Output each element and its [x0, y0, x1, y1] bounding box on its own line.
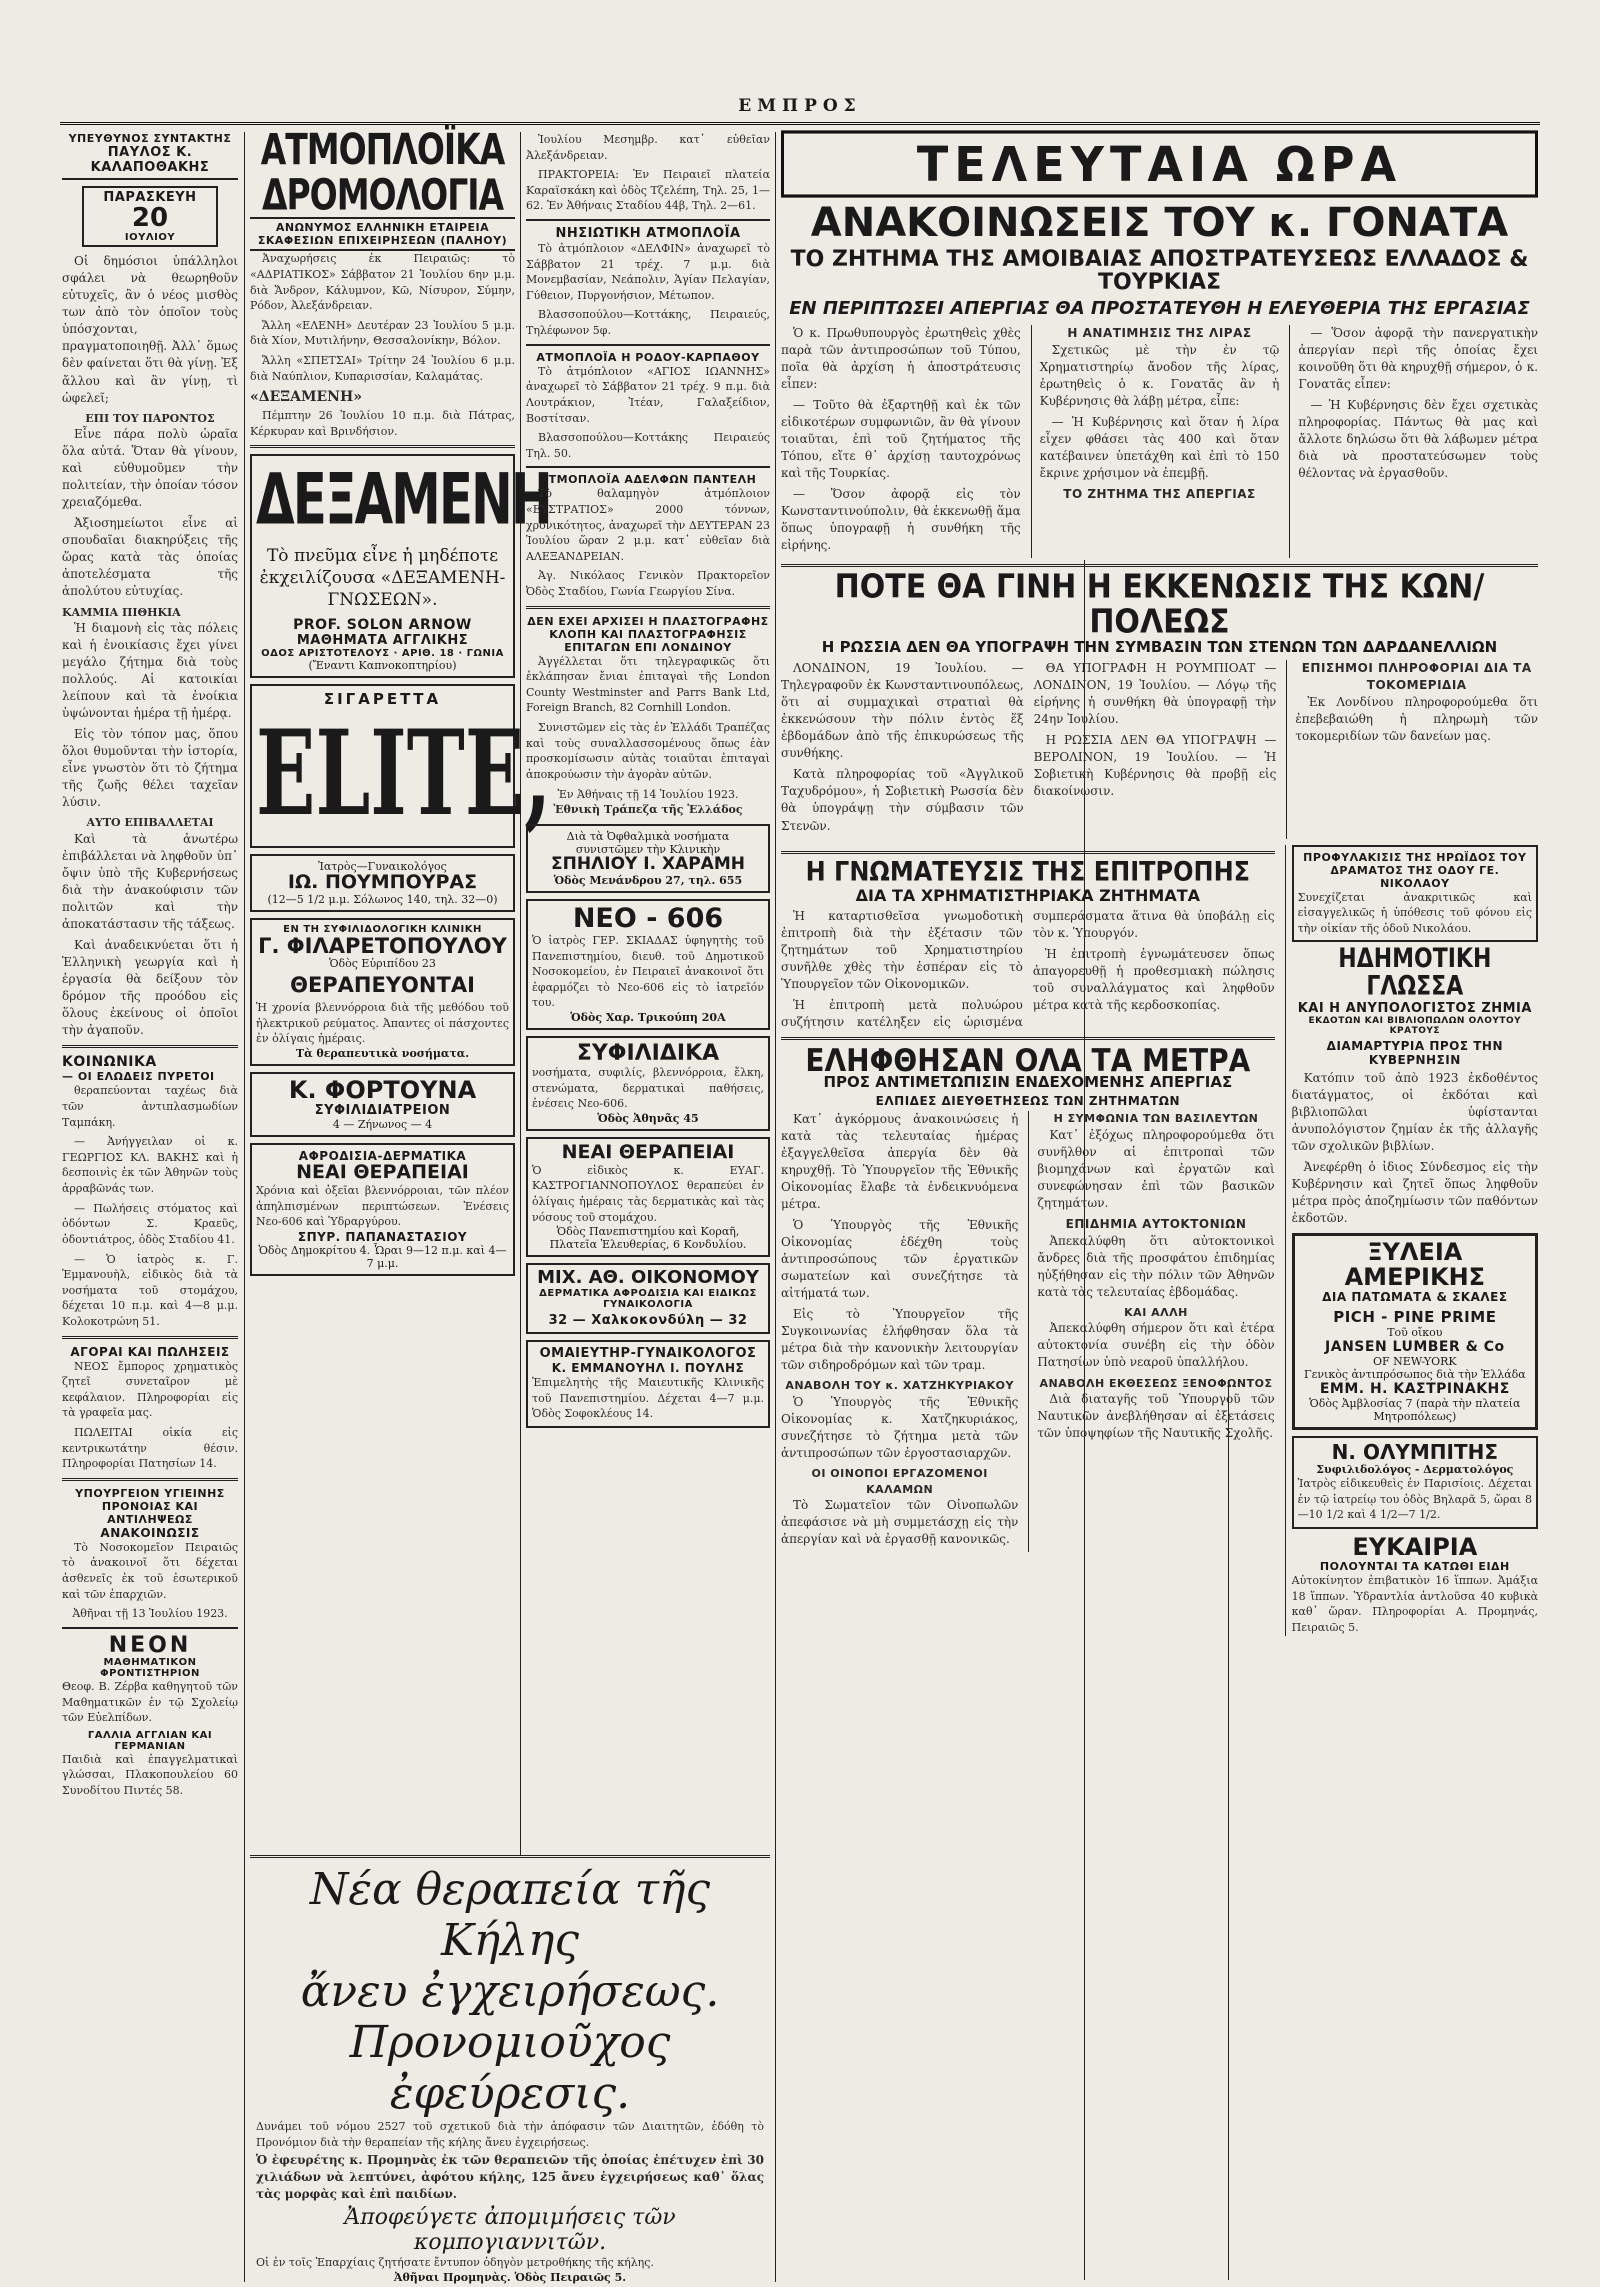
paragraph: Οἱ δημόσιοι ὑπάλληλοι σφάλει νὰ θεωρηθοῦν εὐτυχεῖς, ἂν ὁ νέος μισθὸς των ἀπὸ τὸν ὁποῖον τοὺς ὑπόσχονται, πραγματοποιηθῇ. Ἀλλ᾽ ὅμως δὲν φαίνεται ὅτι θὰ γίνῃ. Ἐξ ἄλλου καὶ ἂν γίνῃ, τὶ ὠφελεῖ; [62, 254, 238, 405]
editor-label: ΥΠΕΥΘΥΝΟΣ ΣΥΝΤΑΚΤΗΣ [68, 132, 232, 145]
ad-heading: ΟΜΑΙΕΥΤΗΡ-ΓΥΝΑΙΚΟΛΟΓΟΣ [539, 1346, 757, 1362]
headline: ΕΛΗΦΘΗΣΑΝ ΟΛΑ ΤΑ ΜΕΤΡΑ [805, 1042, 1251, 1079]
paragraph: Συνιστῶμεν εἰς τὰς ἐν Ἑλλάδι Τραπέζας καὶ τοὺς συναλλασσομένους ὅπως ἐὰν προσκομίσωσιν αὐτὰς τοιαῦται ἐπιταγαὶ ἀποκρούωσιν τὴν ἀγορὰν αὐτῶν. [526, 721, 770, 781]
ad-warning: Ἀποφεύγετε ἀπομιμήσεις τῶν κομπογιαννιτῶν. [344, 2205, 676, 2256]
paragraph: Διὰ διαταγῆς τοῦ Ὑπουργοῦ τῶν Ναυτικῶν ἀνεβλήθησαν αἱ ἐξετάσεις τῶν ὑποψηφίων τῆς Ναυτικῆς Σχολῆς. [1037, 1392, 1275, 1441]
ad-label: Τοῦ οἴκου [1387, 1326, 1443, 1340]
company-heading: ΑΝΩΝΥΜΟΣ ΕΛΛΗΝΙΚΗ ΕΤΑΙΡΕΙΑ ΣΚΑΦΕΣΙΩΝ ΕΠΙΧΕΙΡΗΣΕΩΝ (ΠΑΛΗΟΥ) [250, 217, 515, 251]
lower-news [781, 845, 1538, 1636]
article-column [1028, 1111, 1274, 1553]
notice-date: Ἐν Ἀθήναις τῇ 14 Ἰουλίου 1923. [557, 787, 739, 801]
divider [62, 1045, 238, 1048]
strike-article [781, 1111, 1275, 1553]
gonata-article [781, 325, 1538, 558]
article-heading: ΕΠΙΣΗΜΟΙ ΠΛΗΡΟΦΟΡΙΑΙ ΔΙΑ ΤΑ ΤΟΚΟΜΕΡΙΔΙΑ [1301, 661, 1532, 693]
ad-heading: ΝΕΑΙ ΘΕΡΑΠΕΙΑΙ [296, 1160, 469, 1183]
section-heading: ΑΤΜΟΠΛΟΪΑ Η ΡΟΔΟΥ-ΚΑΡΠΑΘΟΥ [536, 350, 760, 364]
left-column [62, 132, 238, 1799]
date-month: ΙΟΥΛΙΟΥ [124, 232, 176, 244]
paragraph: Ἡ ἐπιτροπὴ μετὰ πολυώρου συζήτησιν κατέληξεν εἰς ὡρισμένα συμπεράσματα ἅτινα θὰ ὑποβάλῃ εἰς τὸν κ. Ὑπουργόν. [781, 908, 1275, 1029]
paragraph: — Ἡ Κυβέρνησις καὶ ὅταν ἡ λίρα εἶχεν φθάσει τὰς 400 καὶ ὅταν κατέβαινεν ὑπετάχθη καὶ ἐπὶ τὸ 150 ἔκρινε χρήσιμον νὰ ἐπεμβῇ. [1039, 415, 1280, 481]
cigarette-ad [250, 684, 552, 848]
gynecologist-ad [526, 1340, 770, 1428]
ad-heading: ΓΑΛΛΙΑ ΑΓΓΛΙΑΝ ΚΑΙ ΓΕΡΜΑΝΙΑΝ [87, 1729, 213, 1752]
paragraph: Βλασσοπούλου—Κοττάκης, Πειραιεύς, Τηλέφωνον 5φ. [526, 308, 770, 338]
ad-text: Ἡ χρονία βλεννόρροια διὰ τῆς μεθόδου τοῦ ἠλεκτρικοῦ ρεύματος. Ἀπαντες οἱ πάσχοντες ἐν ὀλίγαις ἡμέραις. [256, 1000, 509, 1046]
paragraph: Ἡ ἐπιτροπὴ ἐγνωμάτευσεν ὅπως ἀπαγορευθῇ ἡ προθεσμιακὴ πώλησις τοῦ συναλλάγματος καὶ ληφθοῦν μέτρα κατὰ τῆς κερδοσκοπίας. [1032, 946, 1275, 1012]
divider [250, 445, 515, 448]
headline: ΑΝΑΚΟΙΝΩΣΕΙΣ ΤΟΥ κ. ΓΟΝΑΤΑ [810, 200, 1509, 246]
eye-clinic-ad [526, 824, 770, 893]
ad-subheading: ΔΕΡΜΑΤΙΚΑ ΑΦΡΟΔΙΣΙΑ ΚΑΙ ΕΙΔΙΚΩΣ ΓΥΝΑΙΚΟΛΟΓΙΑ [539, 1288, 757, 1311]
paragraph: θεραπεύονται ταχέως διὰ τῶν ἀντιπλασμωδίων Ταμπάκη. [62, 1084, 238, 1129]
ad-text: Δυνάμει τοῦ νόμου 2527 τοῦ σχετικοῦ διὰ τὴν ἀπόφασιν τῶν Διαιτητῶν, ἐδόθη τὸ Προνόμιον διὰ τὴν θεραπείαν τῆς κήλης ἄνευ ἐγχειρήσεως. [256, 2120, 764, 2149]
schedule-text [526, 364, 770, 462]
shipping-column-2 [526, 132, 770, 1434]
bank-notice [526, 654, 770, 818]
article-heading: ΑΥΤΟ ΕΠΙΒΑΛΛΕΤΑΙ [86, 816, 214, 830]
article-heading: ΟΙ ΟΙΝΟΠΟΙ ΕΡΓΑΖΟΜΕΝΟΙ ΚΑΛΑΜΩΝ [811, 1467, 988, 1496]
ministry-heading: ΥΠΟΥΡΓΕΙΟΝ ΥΓΙΕΙΝΗΣ ΠΡΟΝΟΙΑΣ ΚΑΙ ΑΝΤΙΛΗΨΕΩΣ [75, 1486, 225, 1526]
paragraph: Τὸ θαλαμηγὸν ἀτμόπλοιον «ΕΥΣΤΡΑΤΙΟΣ» 2000 τόννων, χρονικότητος, ἀναχωρεῖ τὴν ΔΕΥΤΕΡΑΝ 23 Ἰουλίου ὥραν 2 μ.μ. κατ᾽ εὐθεῖαν διὰ ΑΛΕΞΑΝΔΡΕΙΑΝ. [526, 487, 770, 563]
article-heading: ΑΝΑΒΟΛΗ ΤΟΥ κ. ΧΑΤΖΗΚΥΡΙΑΚΟΥ [785, 1379, 1014, 1393]
ad-subheading: Συφιλιδολόγος - Δερματολόγος [1316, 1463, 1514, 1477]
ad-label: Διὰ τὰ Ὀφθαλμικὰ νοσήματα συνιστῶμεν τὴν Κλινικὴν [566, 829, 730, 856]
date-number: 20 [131, 203, 169, 233]
social-news [62, 1083, 238, 1329]
divider [781, 851, 1275, 854]
ad-subheading: ΔΙΑ ΠΑΤΩΜΑΤΑ & ΣΚΑΛΕΣ [1322, 1290, 1508, 1305]
paragraph: Ἰουλίου Μεσημβρ. κατ᾽ εὐθεῖαν Ἀλεξάνδρειαν. [526, 133, 770, 162]
paragraph: Ἀγ. Νικόλαος Γενικὸν Πρακτορεῖον Ὀδὸς Σταδίου, Γωνία Γεωργίου Σίνα. [526, 569, 770, 599]
ad-subheading: Ἰατρὸς—Γυναικολόγος [318, 859, 447, 873]
paragraph: Κατὰ πληροφορίας τοῦ «Ἀγγλικοῦ Ταχυδρόμου», ἡ Σοβιετικὴ Ρωσσία δὲν θὰ ὑπογράψῃ τὴν σύμβασιν τῶν Στενῶν. [781, 767, 1024, 833]
olympitis-ad [1292, 1436, 1538, 1529]
ad-address: (Ἔναντι Καπνοκοπτηρίου) [308, 659, 457, 673]
ad-heading: ΜΙΧ. ΑΘ. ΟΙΚΟΝΟΜΟΥ [537, 1267, 759, 1289]
paragraph: Ἄλλη «ΣΠΕΤΣΑΙ» Τρίτην 24 Ἰουλίου 6 μ.μ. διὰ Ναύπλιον, Κυπαρισσίαν, Καλαμάτας. [250, 353, 515, 383]
headline: ΠΟΤΕ ΘΑ ΓΙΝΗ Η ΕΚΚΕΝΩΣΙΣ ΤΗΣ ΚΩΝ/ΠΟΛΕΩΣ [834, 568, 1485, 642]
schedule-text [526, 241, 770, 339]
ad-heading: ΕΥΚΑΙΡΙΑ [1352, 1533, 1478, 1562]
headline-sub: ΔΙΑ ΤΑ ΧΡΗΜΑΤΙΣΤΗΡΙΑΚΑ ΖΗΤΗΜΑΤΑ [855, 885, 1200, 905]
ad-text: Ὁ ἐφευρέτης κ. Προμηνὰς ἐκ τῶν θεραπειῶν τῆς ὁποίας ἐπέτυχεν ἐπὶ 30 χιλιάδων νὰ λεπτύνει, ἀφότου κήλης, 125 ἄνευ ἐγχειρήσεως καθ᾽ ὅλας τὰς μορφὰς καὶ ἐπὶ παιδίων. [256, 2153, 764, 2202]
article-heading: ΕΠΙ ΤΟΥ ΠΑΡΟΝΤΟΣ [85, 411, 215, 425]
ad-heading: ΣΥΦΙΛΙΔΙΚΑ [576, 1040, 720, 1066]
shipping-title: ΑΤΜΟΠΛΟΪΚΑ ΔΡΟΜΟΛΟΓΙΑ [260, 123, 505, 220]
article-heading: ΠΡΟΦΥΛΑΚΙΣΙΣ ΤΗΣ ΗΡΩΪΔΟΣ ΤΟΥ ΔΡΑΜΑΤΟΣ ΤΗΣ ΟΔΟΥ ΓΕ. ΝΙΚΟΛΑΟΥ [1303, 850, 1527, 890]
ad-heading: ΝΕΟ - 606 [572, 902, 724, 934]
paragraph: ΝΕΟΣ ἔμπορος χρηματικὸς ζητεῖ συνεταῖρον μὲ κεφάλαιον. Πληροφορίαι εἰς τὰ γραφεῖα μας. [62, 1359, 238, 1420]
paragraph: — Ὅσον ἀφορᾷ τὴν πανεργατικὴν ἀπεργίαν περὶ τῆς ὁποίας ἔχει κοινοῦθη ὅτι θὰ κηρυχθῇ σήμερον, ὁ κ. Γονατᾶς εἶπεν: [1298, 326, 1539, 392]
ad-address: ΟΔΟΣ ΑΡΙΣΤΟΤΕΛΟΥΣ · ΑΡΙΘ. 18 · ΓΩΝΙΑ [261, 648, 504, 660]
ad-text: Τὰ θεραπευτικὰ νοσήματα. [295, 1046, 470, 1060]
ad-heading: ΣΠΗΛΙΟΥ Ι. ΧΑΡΑΜΗ [551, 853, 745, 874]
article-body [781, 908, 1275, 1031]
paragraph: — Τοῦτο θὰ ἐξαρτηθῇ καὶ ἐκ τῶν εἰδικοτέρων συμφωνιῶν, ἂν θὰ γίνουν τοιαῦται, ἐπὶ τοῦ ζητήματος τῆς Τόπου, εἴτε θ᾽ ἀρχίσῃ ταυτοχρόνως καὶ τῆς Τουρκίας. [781, 398, 1021, 481]
ad-headline: ἄνευ ἐγχειρήσεως. [300, 1966, 720, 2017]
shipping-column [250, 123, 552, 1282]
paragraph: Ἐκ Λονδίνου πληροφορούμεθα ὅτι ἐπεβεβαιώθη ἡ πληρωμὴ τῶν τοκομεριδίων τῶν δανείων μας. [1295, 695, 1539, 744]
ad-brand: ΣΠΥΡ. ΠΑΠΑΝΑΣΤΑΣΙΟΥ [297, 1229, 468, 1244]
ministry-notice [62, 1540, 238, 1622]
committee-section [781, 845, 1275, 1636]
paragraph: Ἀνεφέρθη ὁ ἰδιος Σύνδεσμος εἰς τὴν Κυβέρνησιν καὶ ζητεῖ ὅπως ληφθοῦν μέτρα πρὸς ἀποζημίωσιν τῶν παθόντων ἐκδοτῶν. [1291, 1159, 1538, 1225]
paragraph: ΠΩΛΕΙΤΑΙ οἰκία εἰς κεντρικωτάτην θέσιν. Πληροφορίαι Πατησίων 14. [62, 1426, 238, 1471]
ad-label: Γενικὸς ἀντιπρόσωπος διὰ τὴν Ἑλλάδα [1303, 1368, 1526, 1382]
paragraph: Ἀγγέλλεται ὅτι τηλεγραφικῶς ὅτι ἐκλάπησαν ἔνιαι ἐπιταγαὶ τῆς London County Westminster and Parrs Bank Ltd, Foreign Branch, 82 Cornhill London. [526, 654, 770, 715]
schedule-text [526, 486, 770, 599]
column-rule [775, 132, 776, 2282]
article-heading: ΕΠΙΔΗΜΙΑ ΑΥΤΟΚΤΟΝΙΩΝ [1065, 1216, 1247, 1231]
ad-big-text: ΘΕΡΑΠΕΥΟΝΤΑΙ [290, 972, 475, 997]
paragraph: Κατόπιν τοῦ ἀπὸ 1923 ἐκδοθέντος διατάγματος, οἱ ἐκδόται καὶ βιβλιοπῶλαι ὑφίστανται ἀνυπολόγιστον ζημίαν ἐκ τῆς ἀλλαγῆς τῶν σχολικῶν βιβλίων. [1291, 1070, 1538, 1153]
bank-heading: ΔΕΝ ΕΧΕΙ ΑΡΧΙΣΕΙ Η ΠΛΑΣΤΟΓΡΑΦΗΣ ΚΛΟΠΗ ΚΑΙ ΠΛΑΣΤΟΓΡΑΦΗΣΙΣ ΕΠΙΤΑΓΩΝ ΕΠΙ ΛΟΝΔΙΝΟΥ [527, 614, 769, 654]
headline-sub: ΕΚΔΟΤΩΝ ΚΑΙ ΒΙΒΛΙΟΠΩΛΩΝ ΟΛΟΥΤΟΥ ΚΡΑΤΟΥΣ [1308, 1015, 1522, 1036]
article-column [1289, 325, 1538, 558]
paragraph: Τὸ ἀτμόπλοιον «ΔΕΛΦΙΝ» ἀναχωρεῖ τὸ Σάββατον 21 τρέχ. 7 μ.μ. διὰ Μονεμβασίαν, Νεάπολιν, Ἁγίαν Πελαγίαν, Γύθειον, Πυργονήσιον, Μέτωπον. [526, 242, 770, 302]
ad-heading: Κ. ΦΟΡΤΟΥΝΑ [288, 1075, 477, 1104]
divider [781, 1037, 1275, 1040]
article-heading: ΑΝΑΒΟΛΗ ΕΚΘΕΣΕΩΣ ΞΕΝΟΦΩΝΤΟΣ [1039, 1376, 1273, 1390]
headline-sub: ΔΙΑΜΑΡΤΥΡΙΑ ΠΡΟΣ ΤΗΝ ΚΥΒΕΡΝΗΣΙΝ [1326, 1038, 1504, 1067]
ad-text: Οἱ ἐν τοῖς Ἐπαρχίαις ζητήσατε ἔντυπον ὁδηγὸν μετροθήκης τῆς κήλης. [256, 2256, 654, 2270]
paragraph: Σχετικῶς μὲ τὴν ἐν τῷ Χρηματιστηρίῳ ἄνοδον τῆς λίρας, ἐρωτηθεὶς ὁ κ. Γονατᾶς ἂν ἡ Κυβέρνησις θὰ λάβῃ μέτρα, εἶπε: [1039, 343, 1280, 409]
syfilidika-ad [526, 1036, 770, 1131]
ad-text: νοσήματα, συφιλίς, βλεννόρροια, ἔλκη, στενώματα, δερματικαὶ παθήσεις, ἐνέσεις Νεο-606. [532, 1066, 764, 1111]
right-side-column [1285, 845, 1538, 1636]
article-text [62, 253, 238, 1039]
ad-name: Κ. ΕΜΜΑΝΟΥΗΛ Ι. ΠΟΥΛΗΣ [551, 1361, 745, 1376]
ad-subheading: ΑΦΡΟΔΙΣΙΑ-ΔΕΡΜΑΤΙΚΑ [298, 1148, 467, 1163]
paragraph: Κατ᾽ ἀγκόρμους ἀνακοινώσεις ἡ κατὰ τὰς τελευταίας ἡμέρας ἐξαγγελθεῖσα ἀπεργία δὲν θὰ κηρυχθῇ. Τὸ Ὑπουργεῖον τῆς Ἐθνικῆς Οἰκονομίας ἔλαβε τὰ ἐνδεικνυόμενα μέτρα. [781, 1111, 1019, 1212]
ad-brand: JANSEN LUMBER & Co [1325, 1339, 1505, 1356]
paragraph: Ἀπεκαλύφθη σήμερον ὅτι καὶ ἑτέρα αὐτοκτονία συνέβη εἰς τὴν ὁδὸν Πατησίων ὑπὸ νεαροῦ ὑπαλλήλου. [1037, 1321, 1275, 1370]
headline: Η ΓΝΩΜΑΤΕΥΣΙΣ ΤΗΣ ΕΠΙΤΡΟΠΗΣ [805, 856, 1251, 887]
oikonomou-ad [526, 1263, 770, 1334]
paragraph: Βλασσοπούλου—Κοττάκης Πειραιεύς Τηλ. 50. [526, 431, 770, 460]
paragraph: Ὁ Ὑπουργὸς τῆς Ἐθνικῆς Οἰκονομίας κ. Χατζηκυριάκος, συνεζήτησε τὸ ζήτημα μετὰ τῶν ἀντιπροσώπων τῶν ἐργοστασιαρχῶν. [781, 1394, 1019, 1461]
date-day: ΠΑΡΑΣΚΕΥΗ [103, 190, 197, 205]
paragraph: Ἡ διαμονὴ εἰς τὰς πόλεις καὶ ἡ ἐνοικίασις ἔχει γίνει μεγάλο ζήτημα διὰ τοὺς πολλούς. Αἱ κατοικίαι λείπουν καὶ τὰ ἐνοίκια ὑψώνονται ἡμέρα τῇ ἡμέρᾳ. [62, 621, 238, 721]
paragraph: Ἀξιοσημείωτοι εἶνε αἱ σπουδαῖαι διακηρύξεις τῆς ὥρας κατὰ τὰς ὁποίας ἀποτελέσματα τῆς ἀπολύτου εὐτυχίας. [62, 516, 238, 599]
ad-address: Ὁδὸς Εὐριπίδου 23 [329, 956, 436, 970]
section-subheading: — ΟΙ ΕΛΩΔΕΙΣ ΠΥΡΕΤΟΙ [62, 1070, 215, 1084]
dexameni-ad [250, 454, 551, 678]
paragraph: Εἶνε πάρα πολὺ ὡραῖα ὅλα αὐτά. Ὅταν θὰ γίνουν, καὶ εὐθυμοῦμεν τὴν πολιτείαν, τὴν ὁποίαν τόσον χρειαζόμεθα. [62, 427, 238, 510]
divider [526, 219, 770, 221]
paragraph: — Ἡ Κυβέρνησις δὲν ἔχει σχετικὰς πληροφορίας. Πάντως θὰ μας καὶ ἄλλοτε δηλώσω ὅτι θὰ λάβωμεν μέτρα διὰ νὰ προστατεύσωμεν τοὺς θέλοντας νὰ ἐργασθοῦν. [1298, 398, 1539, 481]
doctor-ad [250, 854, 515, 912]
ad-address: Ὁδὸς Μενάνδρου 27, τηλ. 655 [553, 873, 743, 887]
article-heading: ΚΑΙ ΑΛΛΗ [1124, 1305, 1188, 1319]
article-heading: ΚΑΜΜΙΑ ΠΙΘΗΚΙΑ [62, 605, 181, 619]
paragraph: — Πωλήσεις στόματος καὶ ὀδόντων Σ. Κραεῦς, ὀδοντιάτρος, ὁδὸς Σταδίου 41. [62, 1201, 238, 1246]
ad-heading: ΝΕΑΙ ΘΕΡΑΠΕΙΑΙ [561, 1140, 735, 1163]
section-heading: ΚΟΙΝΩΝΙΚΑ [62, 1054, 157, 1071]
ad-address: 32 — Χαλκοκονδύλη — 32 [548, 1313, 748, 1329]
section-heading: ΑΤΜΟΠΛΟΪΑ ΑΔΕΛΦΩΝ ΠΑΝΤΕΛΗ [539, 473, 757, 487]
divider [62, 1627, 238, 1629]
ad-heading: Γ. ΦΙΛΑΡΕΤΟΠΟΥΛΟΥ [258, 933, 507, 958]
constantinople-article [781, 660, 1538, 838]
headline-sub: Η ΡΩΣΣΙΑ ΔΕΝ ΘΑ ΥΠΟΓΡΑΨΗ ΤΗΝ ΣΥΜΒΑΣΙΝ ΤΩΝ ΣΤΕΝΩΝ ΤΩΝ ΔΑΡΔΑΝΕΛΛΙΩΝ [821, 638, 1498, 657]
divider [526, 344, 770, 346]
article-column [1034, 660, 1277, 838]
paragraph: Πέμπτην 26 Ἰουλίου 10 π.μ. διὰ Πάτρας, Κέρκυραν καὶ Βρινδήσιον. [250, 409, 515, 438]
article-column [1031, 325, 1280, 558]
paragraph: Ἀπεκαλύφθη ὅτι αὐτοκτονικοὶ ἄνδρες διὰ τῆς προσφάτου ἐπιδημίας ηὐξήθησαν εἰς τὴν πόλιν τῶν Ἀθηνῶν κατὰ τὰς τελευταίας ἑβδομάδας. [1037, 1233, 1275, 1299]
article-column [781, 325, 1021, 558]
paragraph: Τὸ ἀτμόπλοιον «ΑΓΙΟΣ ΙΩΑΝΝΗΣ» ἀναχωρεῖ τὸ Σάββατον 21 τρέχ. 9 π.μ. διὰ Λουτράκιον, Ἰτέαν, Γαλαξείδιον, Βοστίτσαν. [526, 364, 770, 425]
editor-name: ΠΑΥΛΟΣ Κ. ΚΑΛΑΠΟΘΑΚΗΣ [62, 145, 238, 180]
article-column [1286, 660, 1538, 838]
latest-hour-banner: ΤΕΛΕΥΤΑΙΑ ΩΡΑ [781, 130, 1538, 197]
ad-address: Ὁδὸς Ἀμβλοσίας 7 (παρὰ τὴν πλατεία Μητροπόλεως) [1309, 1397, 1521, 1424]
headline-sub: ΤΟ ΖΗΤΗΜΑ ΤΗΣ ΑΜΟΙΒΑΙΑΣ ΑΠΟΣΤΡΑΤΕΥΣΕΩΣ ΕΛΛΑΔΟΣ & ΤΟΥΡΚΙΑΣ [790, 247, 1529, 296]
neo606-ad [526, 899, 770, 1030]
paragraph: Συνεχίζεται ἀνακριτικῶς καὶ εἰσαγγελικῶς ἡ ὑπόθεσις τοῦ φόνου εἰς τὴν οἰκίαν τῆς ὁδοῦ Νικολάου. [1297, 890, 1532, 935]
ad-address: Ὁδὸς Δημοκρίτου 4. Ὧραι 9—12 π.μ. καὶ 4—7 μ.μ. [258, 1243, 507, 1270]
ad-text: Χρόνια καὶ ὀξεῖαι βλεννόρροιαι, τῶν πλέον ἀπηλπισμένων περιπτώσεων. Ἐνέσεις Νεο-606 καὶ Ὑδραργύρου. [256, 1183, 509, 1229]
fortuna-ad [250, 1072, 515, 1137]
ad-label: OF NEW-YORK [1373, 1355, 1457, 1369]
headline-sub: ΕΝ ΠΕΡΙΠΤΩΣΕΙ ΑΠΕΡΓΙΑΣ ΘΑ ΠΡΟΣΤΑΤΕΥΘΗ Η ΕΛΕΥΘΕΡΙΑ ΤΗΣ ΕΡΓΑΣΙΑΣ [789, 298, 1530, 320]
schedule-text [250, 251, 515, 439]
dermatology-ad [250, 1143, 515, 1276]
paragraph: Τὸ Νοσοκομεῖον Πειραιῶς τὸ ἀνακοινοῖ ὅτι δέχεται ἀσθενεῖς ἐκ τοῦ ἐσωτερικοῦ καὶ τῶν ἐπαρχιῶν. [62, 1540, 238, 1601]
ad-heading: ΝΕΟΝ [108, 1632, 192, 1658]
hernia-ad [250, 1855, 770, 2283]
paragraph: Ὁ Ὑπουργὸς τῆς Ἐθνικῆς Οἰκονομίας ἐδέχθη τοὺς ἀντιπροσώπους τῶν ἐργατικῶν σωματείων καὶ συνεζήτησε τὰ αἰτήματά των. [781, 1218, 1019, 1301]
schedule-text [526, 132, 770, 214]
ship-name: «ΔΕΞΑΜΕΝΗ» [250, 389, 362, 406]
ad-text: Ὁ εἰδικὸς κ. ΕΥΑΓ. ΚΑΣΤΡΟΓΙΑΝΝΟΠΟΥΛΟΣ θεραπεύει ἐν ὀλίγαις ἡμέραις τὰς δερματικὰς καὶ τὰς νόσους τοῦ στομάχου. [532, 1163, 764, 1224]
article-column [781, 1111, 1018, 1553]
paragraph: ΘΑ ΥΠΟΓΡΑΦΗ Η ΡΟΥΜΠΙΟΑΤ — ΛΟΝΔΙΝΟΝ, 19 Ἰουλίου. — Λόγῳ τῆς εἰρήνης ἡ συνθήκη θὰ ὑπογραφῇ τὴν 24ην Ἰουλίου. [1033, 661, 1277, 727]
lumber-ad [1292, 1233, 1538, 1430]
clinic-ad [250, 918, 515, 1066]
new-therapies-ad [526, 1137, 770, 1257]
ad-brand: ELITE, [256, 706, 552, 843]
paragraph: Ἄλλη «ΕΛΕΝΗ» Δευτέραν 23 Ἰουλίου 5 μ.μ. διὰ Χίον, Μυτιλήνην, Θεσσαλονίκην, Βόλον. [250, 318, 515, 348]
ad-brand: ΔΕΞΑΜΕΝΗ [256, 459, 551, 541]
ad-address: Ὁδὸς Πανεπιστημίου καὶ Κοραῆ, Πλατεῖα Ἐλευθερίας, 6 Κονδυλίου. [549, 1225, 747, 1252]
divider [526, 606, 770, 609]
ad-heading: ΞΥΛΕΙΑ ΑΜΕΡΙΚΗΣ [1344, 1237, 1486, 1292]
article-body [1292, 1070, 1538, 1227]
ad-text: Ἰατρὸς εἰδικευθεὶς ἐν Παρισίοις. Δέχεται ἐν τῷ ἰατρείῳ του ὁδὸς Βηλαρᾶ 5, ὥραι 8—10 1/2 καὶ 4 1/2—7 1/2. [1297, 1477, 1532, 1522]
paragraph: Κατ᾽ ἐξόχως πληροφορούμεθα ὅτι συνῆλθον αἱ ἐπιτροπαὶ τῶν βιομηχάνων καὶ ἐργατῶν καὶ συνεφώνησαν ἐπὶ τῶν βασικῶν ζητημάτων. [1037, 1127, 1275, 1210]
ad-address: Ὁδὸς Χαρ. Τρικούπη 20Α [570, 1010, 726, 1024]
ad-address: Ἀθῆναι Προμηνὰς. Ὁδὸς Πειραιῶς 5. [393, 2270, 627, 2284]
article-heading: ΤΟ ΖΗΤΗΜΑ ΤΗΣ ΑΠΕΡΓΙΑΣ [1063, 487, 1256, 502]
ad-label: ΣΙΓΑΡΕΤΤΑ [323, 690, 442, 709]
divider [62, 1336, 238, 1339]
notice-signature: Ἐθνικὴ Τράπεζα τῆς Ἑλλάδος [553, 803, 743, 817]
article-heading: Η ΣΥΜΦΩΝΙΑ ΤΩΝ ΒΑΣΙΛΕΥΤΩΝ [1053, 1111, 1259, 1125]
section-heading: ΑΓΟΡΑΙ ΚΑΙ ΠΩΛΗΣΕΙΣ [70, 1344, 230, 1359]
column-rule [244, 132, 245, 2282]
classifieds [62, 1359, 238, 1472]
headline-sub: ΕΛΠΙΔΕΣ ΔΙΕΥΘΕΤΗΣΕΩΣ ΤΩΝ ΖΗΤΗΜΑΤΩΝ [875, 1093, 1180, 1108]
date-box [82, 186, 218, 247]
ad-address: 4 — Ζήνωνος — 4 [332, 1117, 433, 1131]
paragraph: ΠΡΑΚΤΟΡΕΙΑ: Ἐν Πειραιεῖ πλατεία Καραϊσκάκη καὶ ὁδὸς Τζελέπη, Τηλ. 25, 1—62. Ἐν Ἀθήναις Σταδίου 44β, Τηλ. 2—61. [526, 168, 770, 213]
headline: ΗΔΗΜΟΤΙΚΗ ΓΛΩΣΣΑ [1338, 944, 1492, 1003]
divider [526, 466, 770, 468]
ad-address: (12—5 1/2 μ.μ. Σόλωνος 140, τηλ. 32—0) [267, 892, 498, 906]
ad-subheading: ΜΑΘΗΜΑΤΙΚΟΝ ΦΡΟΝΤΙΣΤΗΡΙΟΝ [100, 1656, 200, 1679]
news-section [781, 132, 1538, 1636]
ad-subheading: ΠΟΛΟΥΝΤΑΙ ΤΑ ΚΑΤΩΘΙ ΕΙΔΗ [1319, 1560, 1510, 1574]
paragraph: Εἰς τὸν τόπον μας, ὅπου ὅλοι θυμοῦνται τὴν ἱστορία, εἶνε γνωστὸν ὅτι τὸ ζήτημα τῆς ζωῆς θέλει ταχεῖαν λύσιν. [62, 727, 238, 810]
paragraph: Ἀναχωρήσεις ἐκ Πειραιῶς: τὸ «ΑΔΡΙΑΤΙΚΟΣ» Σάββατον 21 Ἰουλίου 6ην μ.μ. διὰ Ἄνδρον, Κάλυμνον, Κῶ, Νίσυρον, Σύμην, Ρόδον, Ἀλεξάνδρειαν. [250, 252, 515, 313]
ad-text: Αὐτοκίνητον ἐπιβατικὸν 16 ἵππων. Ἀμάξια 18 ἵππων. Ὑδραντλία ἀντλοῦσα 40 κυβικὰ καθ᾽ ὥραν. Πληροφορίαι Α. Προμηνάς, Πειραιῶς 5. [1291, 1574, 1538, 1635]
ad-name: ΕΜΜ. Η. ΚΑΣΤΡΙΝΑΚΗΣ [1319, 1381, 1510, 1398]
ad-text: Θεοφ. Β. Ζέρβα καθηγητοῦ τῶν Μαθηματικῶν ἐν τῷ Σχολείῳ τῶν Εὐελπίδων. [62, 1679, 238, 1725]
ad-headline: Προνομιοῦχος ἐφεύρεσις. [349, 2017, 671, 2119]
ad-label: ΕΝ ΤΗ ΣΥΦΙΛΙΔΟΛΟΓΙΚΗ ΚΛΙΝΙΚΗ [283, 923, 482, 935]
paragraph: Καὶ ἀναδεικνύεται ὅτι ἡ Ἑλληνικὴ γεωργία καὶ ἡ ἐργασία θὰ δείξουν τὸν δρόμον τῆς προόδου εἰς ὅλους ἐκείνους οἱ ὁποῖοι τὴν ἀγαποῦν. [62, 938, 238, 1038]
ad-text: Ὁ ἰατρὸς ΓΕΡ. ΣΚΙΑΔΑΣ ὑφηγητὴς τοῦ Πανεπιστημίου, διευθ. τοῦ Δημοτικοῦ Νοσοκομείου, ἐν Πειραιεῖ ἀνακοινοῖ ὅτι ἐφαρμόζει τὸ Νεο-606 εἰς τὸ ἰατρεῖόν του. [532, 933, 764, 1010]
paragraph: Εἰς τὸ Ὑπουργεῖον τῆς Συγκοινωνίας ἐλήφθησαν ὅλα τὰ μέτρα διὰ τὴν κανονικὴν λειτουργίαν τῶν σιδηροδρόμων καὶ τῶν τραμ. [781, 1307, 1019, 1373]
ad-text: Παιδιὰ καὶ ἐπαγγελματικαὶ γλώσσαι, Πλακοπουλείου 60 Συνοδίτου Πιντές 58. [62, 1752, 238, 1798]
section-heading: ΝΗΣΙΩΤΙΚΗ ΑΤΜΟΠΛΟΪΑ [555, 226, 741, 242]
paragraph: — Ἀνήγγειλαν οἱ κ. ΓΕΩΡΓΙΟΣ ΚΛ. ΒΑΚΗΣ καὶ ἡ δεσποινὶς ἑκ τῶν Ἀθηνῶν τοὺς ἀρραβῶνάς των. [62, 1135, 238, 1196]
ad-heading: Ν. ΟΛΥΜΠΙΤΗΣ [1331, 1440, 1499, 1465]
ad-text: Τὸ πνεῦμα εἶνε ἡ μηδέποτε ἐκχειλίζουσα «ΔΕΞΑΜΕΝΗ-ΓΝΩΣΕΩΝ». [259, 545, 506, 610]
masthead: ΕΜΠΡΟΣ [738, 96, 862, 116]
ad-subheading: ΣΥΦΙΛΙΔΙΑΤΡΕΙΟΝ [314, 1102, 451, 1118]
ad-brand: PICH - PINE PRIME [1333, 1308, 1497, 1327]
paragraph: Ἡ καταρτισθεῖσα γνωμοδοτικὴ ἐπιτροπὴ διὰ τὴν ἐξέτασιν τῶν ζητημάτων τοῦ Χρηματιστηρίου συνῆλθε χθὲς τὴν ἑσπέραν εἰς τὸ Ὑπουργεῖον τῶν Οἰκονομικῶν. [781, 908, 1023, 991]
headline-sub: ΚΑΙ Η ΑΝΥΠΟΛΟΓΙΣΤΟΣ ΖΗΜΙΑ [1297, 1000, 1532, 1016]
paragraph: ΛΟΝΔΙΝΟΝ, 19 Ἰουλίου. — Τηλεγραφοῦν ἐκ Κωνσταντινουπόλεως, ὅτι αἱ συμμαχικαὶ στρατιαὶ θὰ ἐκκενώσουν τὴν πόλιν ἐντὸς ἕξ ἑβδομάδων ἀπὸ τῆς ἐπικυρώσεως τῆς συνθήκης. [781, 661, 1024, 761]
paragraph: Καὶ τὰ ἀνωτέρω ἐπιβάλλεται νὰ ληφθοῦν ὑπ᾽ ὄψιν ὑπὸ τῆς Κυβερνήσεως διὰ τὴν ἀνακούφισιν τῶν πολιτῶν καὶ τὴν ἀποκατάστασιν τῆς τάξεως. [62, 832, 238, 932]
ad-headline: Νέα θεραπεία τῆς Κήλης [309, 1864, 711, 1966]
article-column [781, 660, 1024, 838]
ad-text: Ἐπιμελητὴς τῆς Μαιευτικῆς Κλινικῆς τοῦ Πανεπιστημίου. Δέχεται 4—7 μ.μ. Ὁδὸς Σοφοκλέους 14. [532, 1376, 764, 1421]
divider [62, 1478, 238, 1481]
paragraph: Ὁ κ. Πρωθυπουργὸς ἐρωτηθεὶς χθὲς παρὰ τῶν ἀντιπροσώπων τοῦ Τύπου, ποῖα θὰ ἀρχίση ἡ ἀποστράτευσις εἶπεν: [781, 326, 1021, 392]
ad-subheading: ΜΑΘΗΜΑΤΑ ΑΓΓΛΙΚΗΣ [296, 633, 469, 649]
ad-address: Ὁδὸς Ἀθηνᾶς 45 [597, 1111, 699, 1125]
ad-teacher: PROF. SOLON ARNOW [293, 617, 472, 634]
notice-date: Ἀθῆναι τῇ 13 Ἰουλίου 1923. [72, 1607, 228, 1621]
crime-article [1292, 845, 1538, 943]
ad-heading: ΙΩ. ΠΟΥΜΠΟΥΡΑΣ [287, 870, 478, 893]
ministry-subheading: ΑΝΑΚΟΙΝΩΣΙΣ [100, 1525, 200, 1540]
paragraph: Η ΡΩΣΣΙΑ ΔΕΝ ΘΑ ΥΠΟΓΡΑΨΗ — ΒΕΡΟΛΙΝΟΝ, 19 Ἰουλίου. — Ἡ Σοβιετικὴ Κυβέρνησις θὰ προβῇ εἰς διακοίνωσιν. [1033, 733, 1277, 799]
paragraph: — Ὁ ἰατρὸς κ. Γ. Ἐμμανουὴλ, εἰδικὸς διὰ τὰ νοσήματα τοῦ στομάχου, δέχεται 10 π.μ. καὶ 4—8 μ.μ. Κολοκοτρώνη 51. [62, 1252, 238, 1328]
headline-sub: ΠΡΟΣ ΑΝΤΙΜΕΤΩΠΙΣΙΝ ΕΝΔΕΧΟΜΕΝΗΣ ΑΠΕΡΓΙΑΣ [823, 1073, 1233, 1092]
paragraph: — Ὅσον ἀφορᾷ εἰς τὸν Κωνσταντινούπολιν, θὰ ἐκκενωθῇ ἅμα ὅπως ὑπογραφῇ ἡ συνθήκη τῆς εἰρήνης. [781, 487, 1021, 553]
paragraph: Τὸ Σωματεῖον τῶν Οἰνοπωλῶν ἀπεφάσισε νὰ μὴ συμμετάσχῃ εἰς τὴν ἀπεργίαν καὶ νὰ ἐργασθῇ κανονικῶς. [781, 1498, 1019, 1547]
article-heading: Η ΑΝΑΤΙΜΗΣΙΣ ΤΗΣ ΛΙΡΑΣ [1067, 326, 1252, 341]
